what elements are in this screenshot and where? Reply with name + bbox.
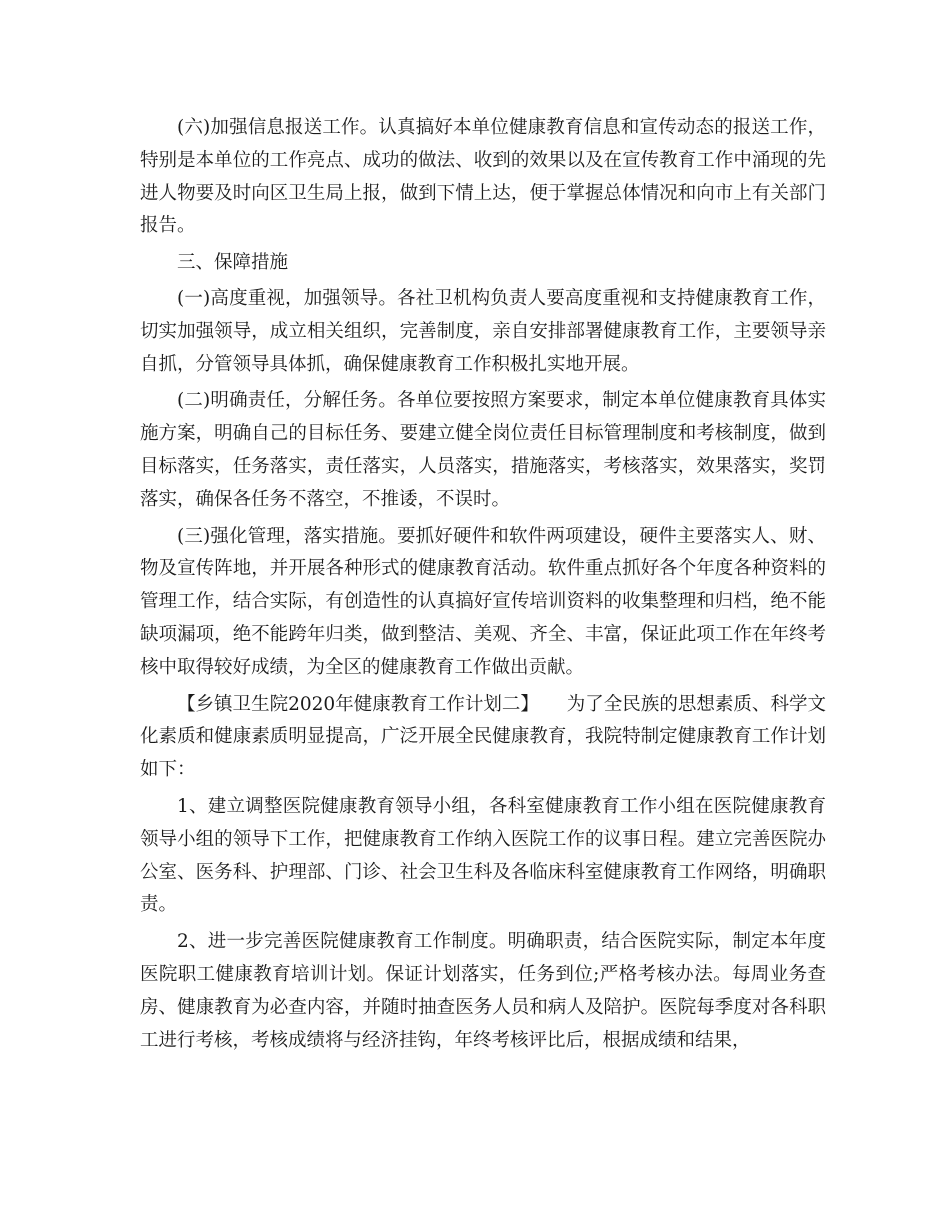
paragraph-management: (三)强化管理，落实措施。要抓好硬件和软件两项建设，硬件主要落实人、财、物及宣传阵地，并开展各种形式的健康教育活动。软件重点抓好各个年度各种资料的管理工作，结合实际，有创造性的认真搞好宣传培训资料的收集整理和归档，绝不能缺项漏项，绝不能跨年归类，做到整洁、美观、齐全、丰富，保证此项工作在年终考核中取得较好成绩，为全区的健康教育工作做出贡献。 [140,525,826,678]
paragraph-responsibility: (二)明确责任，分解任务。各单位要按照方案要求，制定本单位健康教育具体实施方案，明确自己的目标任务、要建立健全岗位责任目标管理制度和考核制度，做到目标落实，任务落实，责任落实，人员落实，措施落实，考核落实，效果落实，奖罚落实，确保各任务不落空，不推诿，不误时。 [140,390,826,510]
paragraph-item-2: 2、进一步完善医院健康教育工作制度。明确职责，结合医院实际，制定本年度医院职工健康教育培训计划。保证计划落实，任务到位;严格考核办法。每周业务查房、健康教育为必查内容，并随时抽查医务人员和病人及陪护。医院每季度对各科职工进行考核，考核成绩将与经济挂钩，年终考核评比后，根据成绩和结果， [140,931,826,1051]
paragraph-leadership: (一)高度重视，加强领导。各社卫机构负责人要高度重视和支持健康教育工作，切实加强领导，成立相关组织，完善制度，亲自安排部署健康教育工作，主要领导亲自抓，分管领导具体抓，确保健康教育工作积极扎实地开展。 [140,287,826,375]
paragraph-item-1: 1、建立调整医院健康教育领导小组，各科室健康教育工作小组在医院健康教育领导小组的领导下工作，把健康教育工作纳入医院工作的议事日程。建立完善医院办公室、医务科、护理部、门诊、社会卫生科及各临床科室健康教育工作网络，明确职责。 [140,795,826,916]
paragraph-plan-two-intro: 【乡镇卫生院2020年健康教育工作计划二】 为了全民族的思想素质、科学文化素质和健康素质明显提高，广泛开展全民健康教育，我院特制定健康教育工作计划如下： [140,693,826,781]
section-heading-safeguards: 三、保障措施 [177,252,289,274]
document-page [140,112,826,1061]
paragraph-info-reporting: (六)加强信息报送工作。认真搞好本单位健康教育信息和宣传动态的报送工作，特别是本单位的工作亮点、成功的做法、收到的效果以及在宣传教育工作中涌现的先进人物要及时向区卫生局上报，做到下情上达，便于掌握总体情况和向市上有关部门报告。 [140,117,826,237]
